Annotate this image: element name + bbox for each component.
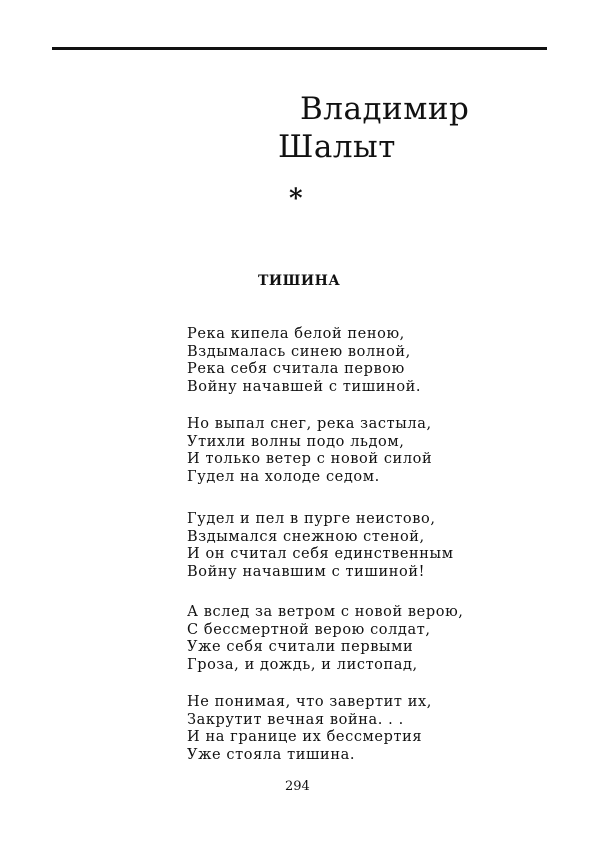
verse-line: И на границе их бессмертия <box>187 729 423 746</box>
verse-line: Гудел и пел в пурге неистово, <box>187 511 436 527</box>
verse-line: Не понимая, что завертит их, <box>187 694 432 710</box>
verse-line: Гудел на холоде седом. <box>187 468 380 485</box>
verse-line: Гроза, и дождь, и листопад, <box>187 656 418 673</box>
author-last-name: Шалыт <box>278 129 396 165</box>
verse-line: Войну начавшей с тишиной. <box>187 378 422 395</box>
page-number: 294 <box>285 779 310 794</box>
author-first-name: Владимир <box>300 91 470 127</box>
verse-line: С бессмертной верою солдат, <box>187 621 431 638</box>
stanza <box>187 694 432 764</box>
verse-line: Река себя считала первою <box>187 361 405 378</box>
verse-line: Уже себя считали первыми <box>187 639 414 656</box>
stanza <box>187 326 421 396</box>
stanza <box>187 604 464 674</box>
top-rule <box>52 47 547 50</box>
verse-line: А вслед за ветром с новой верою, <box>187 604 464 620</box>
verse-line: Войну начавшим с тишиной! <box>187 563 426 580</box>
asterisk-ornament: * <box>289 184 303 214</box>
verse-line: И он считал себя единственным <box>187 546 454 563</box>
verse-line: Но выпал снег, река застыла, <box>187 416 432 432</box>
stanza <box>187 416 432 486</box>
verse-line: Утихли волны подо льдом, <box>187 433 405 450</box>
verse-line: Река кипела белой пеною, <box>187 326 405 342</box>
verse-line: Закрутит вечная война. . . <box>187 711 404 728</box>
stanza <box>187 511 454 581</box>
verse-line: И только ветер с новой силой <box>187 451 433 468</box>
poem-title: ТИШИНА <box>258 273 341 289</box>
verse-line: Вздымалась синею волной, <box>187 343 411 360</box>
verse-line: Уже стояла тишина. <box>187 746 356 763</box>
verse-line: Вздымался снежною стеной, <box>187 528 425 545</box>
